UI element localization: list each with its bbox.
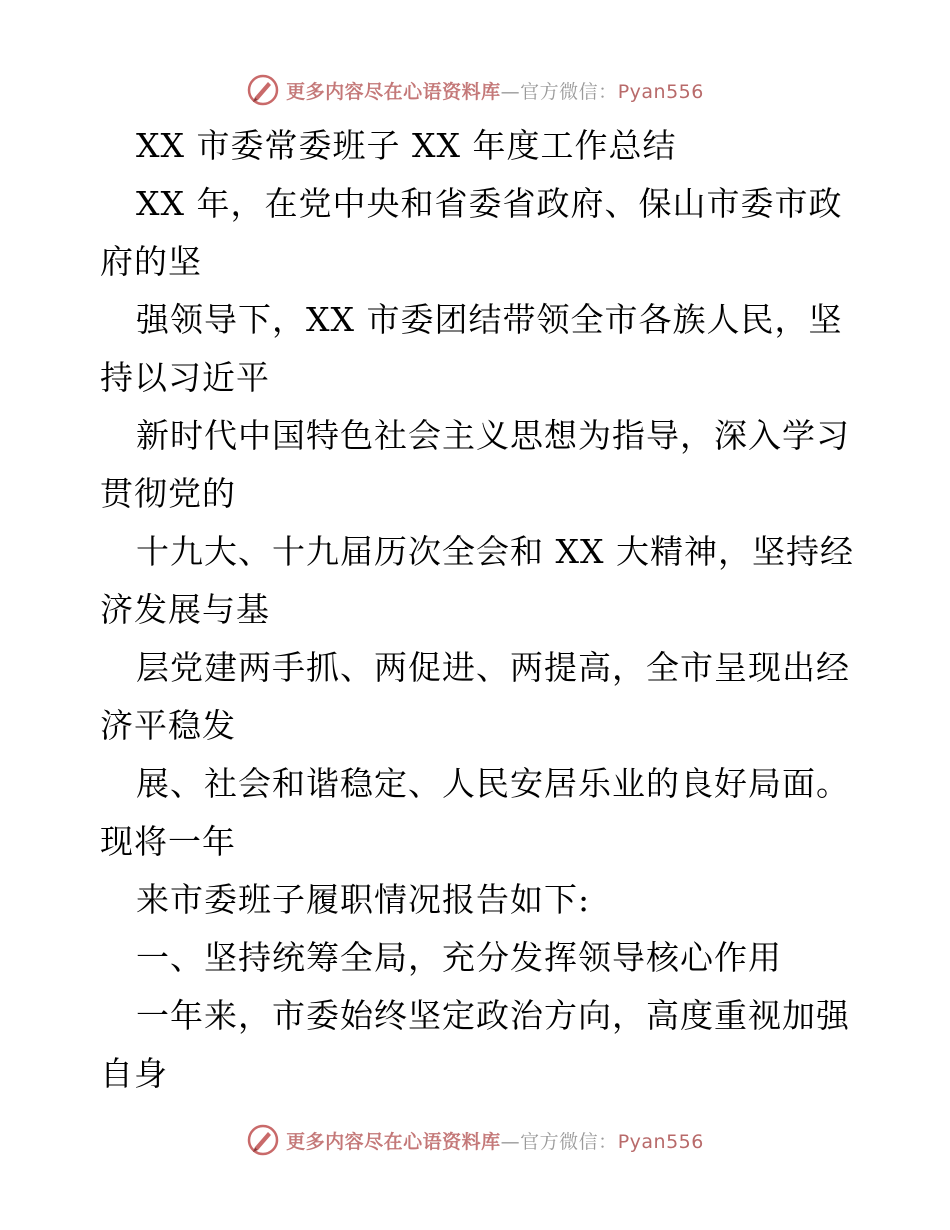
- watermark-sub: 官方微信：: [520, 80, 618, 103]
- footer-watermark: [0, 1120, 950, 1160]
- watermark-text: [286, 1127, 704, 1154]
- text-line: 济平稳发: [100, 706, 236, 745]
- pen-logo-icon: [246, 1123, 280, 1157]
- text-line: 新时代中国特色社会主义思想为指导，深入学习: [136, 416, 850, 455]
- text-line: 持以习近平: [100, 358, 270, 397]
- text-line: 一、坚持统筹全局，充分发挥领导核心作用: [136, 938, 782, 977]
- text-line: 济发展与基: [100, 590, 270, 629]
- watermark-main: 更多内容尽在心语资料库: [286, 80, 501, 103]
- pen-logo-icon: [246, 73, 280, 107]
- text-line: XX 年，在党中央和省委省政府、保山市委市政: [136, 184, 843, 223]
- text-line: 自身: [100, 1054, 168, 1093]
- text-line: 来市委班子履职情况报告如下:: [136, 880, 591, 919]
- watermark-separator: —: [500, 1130, 521, 1153]
- text-line: 府的坚: [100, 242, 202, 281]
- watermark-main: 更多内容尽在心语资料库: [286, 1130, 501, 1153]
- watermark-id: Pyan556: [617, 80, 704, 103]
- watermark-id: Pyan556: [617, 1130, 704, 1153]
- watermark-sub: 官方微信：: [520, 1130, 618, 1153]
- text-line: 强领导下，XX 市委团结带领全市各族人民，坚: [136, 300, 843, 339]
- text-line: XX 市委常委班子 XX 年度工作总结: [136, 126, 677, 165]
- header-watermark: [0, 70, 950, 110]
- watermark-group: [246, 73, 704, 107]
- watermark-group: [246, 1123, 704, 1157]
- text-line: 贯彻党的: [100, 474, 236, 513]
- text-line: 层党建两手抓、两促进、两提高，全市呈现出经: [136, 648, 850, 687]
- watermark-separator: —: [500, 80, 521, 103]
- text-line: 展、社会和谐稳定、人民安居乐业的良好局面。: [136, 764, 850, 803]
- text-line: 现将一年: [100, 822, 236, 861]
- watermark-text: [286, 77, 704, 104]
- text-line: 一年来，市委始终坚定政治方向，高度重视加强: [136, 996, 850, 1035]
- text-line: 十九大、十九届历次全会和 XX 大精神，坚持经: [136, 532, 854, 571]
- document-body: [100, 117, 860, 1103]
